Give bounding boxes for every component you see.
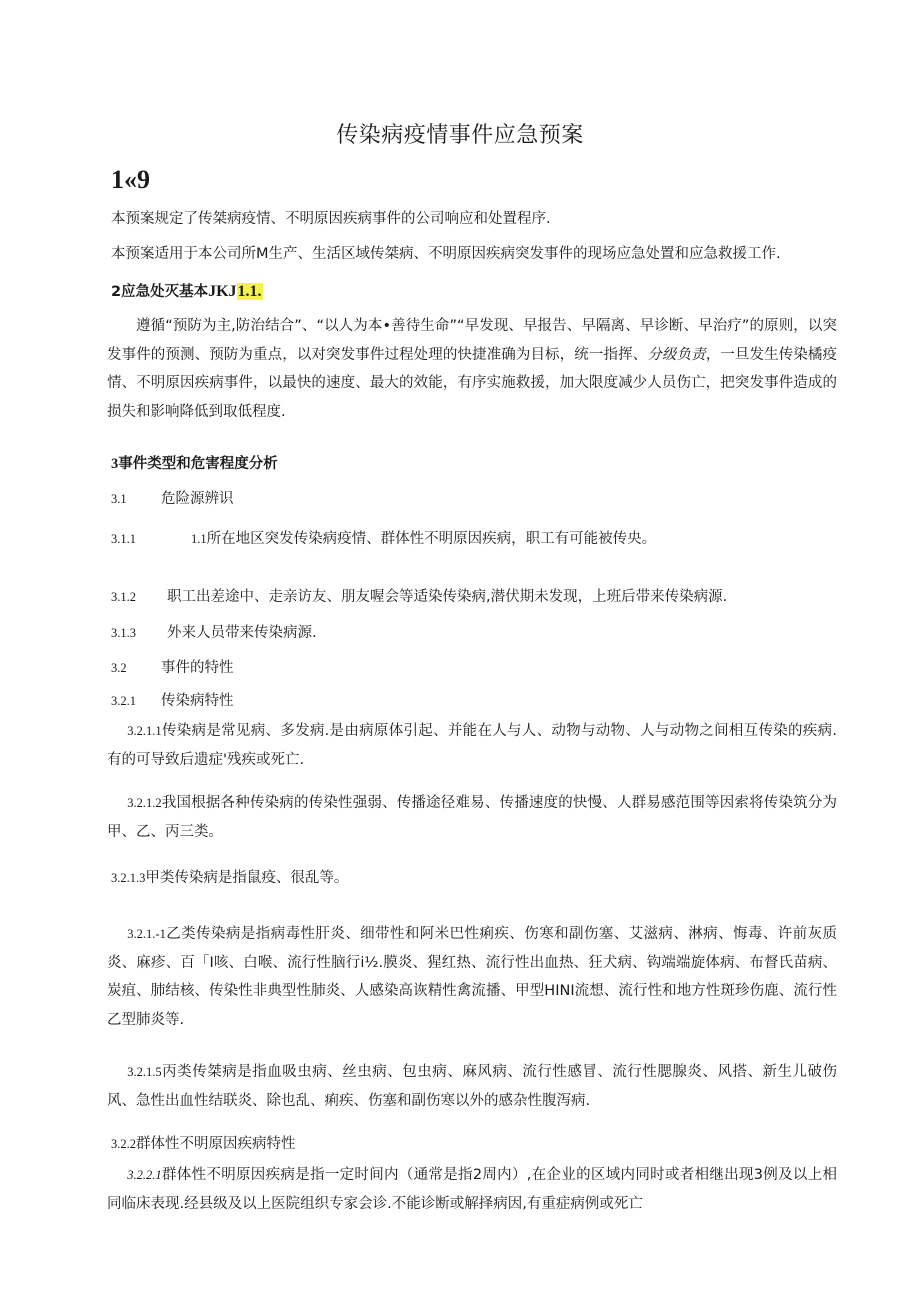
section-3-1-3 bbox=[111, 621, 317, 642]
section-3-heading bbox=[111, 452, 278, 473]
section-1-line-2: 本预案适用于本公司所M生产、生活区域传桀病、不明原因疾病突发事件的现场应急处置和应急救援工作. bbox=[111, 246, 781, 262]
paragraph-text: 群体性不明原因疾病是指一定时间内（通常是指2周内）,在企业的区域内同时或者相继出现3例及以上相同临床表现.经县级及以上医院组织专家会诊.不能诊断或解择病因,有重症病例或死亡 bbox=[107, 1167, 837, 1212]
section-2-paragraph-a: 遵循“预防为主,防治结合”、“以人为本•善待生命”“早发现、早报告、早隔离、早诊断、早治疗”的原则，以突发事件的预测、预防为重点，以对突发事件过程处理的快捷准确为目标，统一指挥、 bbox=[107, 318, 837, 363]
paragraph-text: 我国根据各种传染病的传染性强弱、传播途径难易、传播速度的快慢、人群易感范围等因索将传染筑分为甲、乙、丙三类。 bbox=[107, 795, 837, 840]
section-3-2-2-heading bbox=[111, 1132, 296, 1153]
paragraph-text: 甲类传染病是指鼠疫、很乱等。 bbox=[145, 870, 349, 886]
paragraph-number: 3.2.1.-1 bbox=[127, 927, 166, 941]
section-number: 3.1.2 bbox=[111, 590, 136, 604]
section-2-paragraph-italic: 分级负责 bbox=[647, 346, 706, 363]
paragraph-number: 3.2.1.5 bbox=[127, 1065, 162, 1079]
paragraph-3-2-2-1 bbox=[107, 1161, 837, 1218]
section-title: 群体性不明原因疾病特性 bbox=[136, 1136, 296, 1152]
highlighted-text: 1.1. bbox=[237, 283, 262, 300]
section-number: 3.1 bbox=[111, 492, 127, 506]
paragraph-text: 乙类传染病是指病毒性肝炎、细带性和阿米巴性痢疾、伤寒和副伤塞、艾滋病、淋病、悔毒、许前灰质炎、麻疹、百「I咳、白喉、流行性脑行i½.膜炎、猩红热、流行性出血热、狂犬病、钩端端旋体病、布督氏苗病、炭疽、肺结核、传染性非典型性肺炎、人感染高诙精性禽流播、甲型HINI流想、流行性和地方性斑珍伤鹿、流行性乙型肺炎等. bbox=[107, 926, 837, 1028]
section-title: 传染病特性 bbox=[161, 693, 234, 709]
paragraph-number: 3.2.1.3 bbox=[111, 871, 146, 885]
section-3-1-1 bbox=[111, 527, 656, 548]
section-1-heading: 1«9 bbox=[111, 165, 150, 194]
paragraph-text: 丙类传桀病是指血吸虫病、丝虫病、包虫病、麻风病、流行性感冒、流行性腮腺炎、风搭、新生儿破伤风、急性出血性结联炎、除也乱、痢疾、伤塞和副伤寒以外的感杂性腹泻病. bbox=[107, 1064, 837, 1109]
section-3-2-heading bbox=[111, 656, 234, 677]
paragraph-number: 3.2.1.1 bbox=[127, 724, 162, 738]
section-3-2-1-heading bbox=[111, 689, 234, 710]
section-title: 危险源辨识 bbox=[161, 491, 234, 507]
section-2-heading-latin: JKJ bbox=[208, 283, 237, 300]
section-2-paragraph-b: ，一旦发生传染橘疫情、不明原因疾病事件，以最快的速度、最大的效能，有序实施救援，加大限度减少人员伤亡，把突发事件造成的损失和影响降低到取低程度. bbox=[107, 346, 838, 420]
section-2-heading bbox=[111, 280, 263, 301]
section-subnumber: 1.1 bbox=[191, 532, 207, 546]
paragraph-3-2-1-4 bbox=[107, 920, 837, 1034]
section-number: 3.2.1 bbox=[111, 694, 136, 708]
paragraph-text: 传染病是常见病、多发病.是由病原体引起、并能在人与人、动物与动物、人与动物之间相互传染的疾病.有的可导致后遗症'残疾或死亡. bbox=[107, 723, 837, 768]
paragraph-3-2-1-5 bbox=[107, 1058, 837, 1115]
section-3-heading-text: 3事件类型和危害程度分析 bbox=[111, 456, 278, 472]
section-number: 3.1.3 bbox=[111, 626, 136, 640]
section-2-heading-text: 2应急处灭基本 bbox=[111, 284, 209, 300]
section-title: 事件的特性 bbox=[161, 660, 234, 676]
section-1-line-1: 本预案规定了传桀病疫情、不明原因疾病事件的公司响应和处置程序. bbox=[111, 211, 551, 227]
section-number: 3.2 bbox=[111, 661, 127, 675]
section-2-paragraph bbox=[107, 312, 837, 426]
paragraph-3-2-1-1 bbox=[107, 717, 837, 774]
document-title: 传染病疫情事件应急预案 bbox=[336, 123, 584, 148]
section-3-1-2 bbox=[111, 585, 727, 606]
section-text: 所在地区突发传染病疫情、群体性不明原因疾病，职工有可能被传央。 bbox=[206, 531, 657, 547]
section-number: 3.1.1 bbox=[111, 532, 136, 546]
section-text: 外来人员带来传染病源. bbox=[167, 625, 317, 641]
paragraph-number: 3.2.2.1 bbox=[127, 1168, 162, 1182]
paragraph-number: 3.2.1.2 bbox=[127, 796, 162, 810]
section-3-1-heading bbox=[111, 487, 234, 508]
paragraph-3-2-1-2 bbox=[107, 789, 837, 846]
paragraph-3-2-1-3 bbox=[111, 866, 348, 887]
section-text: 职工出差途中、走亲访友、朋友喔会等适染传染病,潜伏期未发现，上班后带来传染病源. bbox=[167, 589, 728, 605]
section-number: 3.2.2 bbox=[111, 1137, 136, 1151]
